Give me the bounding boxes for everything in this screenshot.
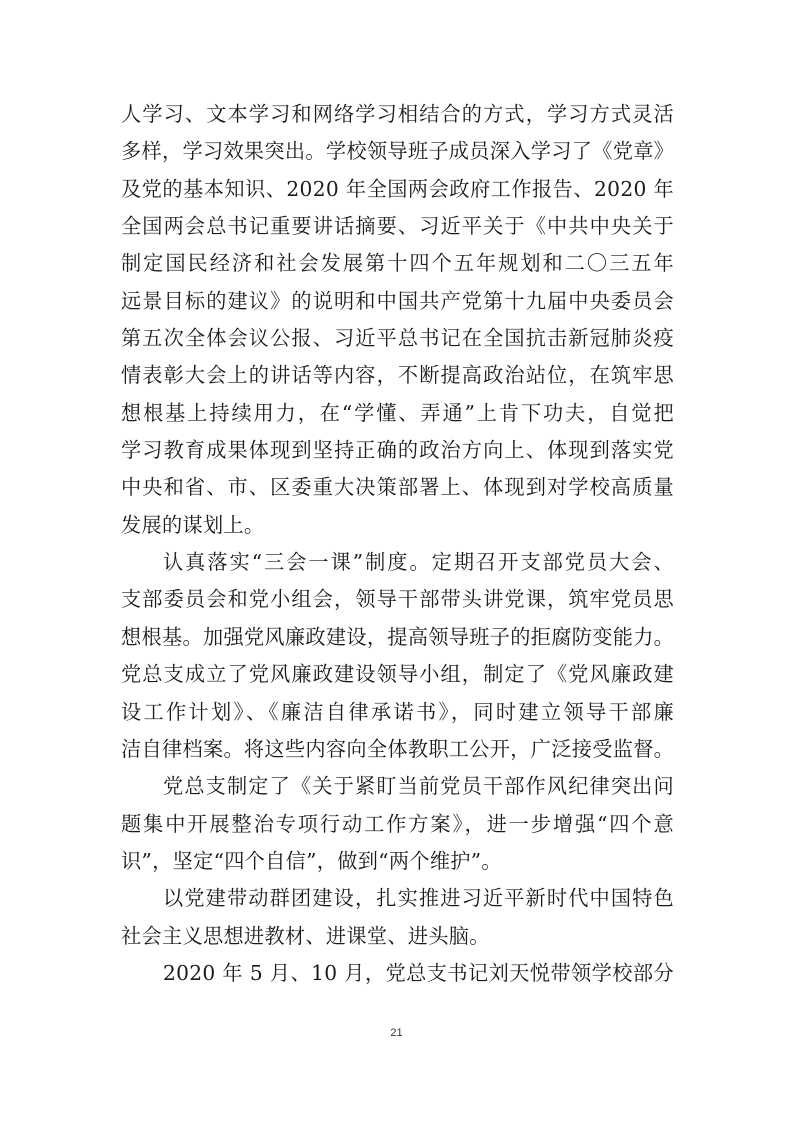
- text-line: 情表彰大会上的讲话等内容，不断提高政治站位，在筑牢思: [121, 363, 674, 388]
- text-line: 第五次全体会议公报、习近平总书记在全国抗击新冠肺炎疫: [121, 326, 674, 351]
- text-line: 中央和省、市、区委重大决策部署上、体现到对学校高质量: [121, 475, 674, 500]
- text-line: 支部委员会和党小组会，领导干部带头讲党课，筑牢党员思: [121, 587, 674, 612]
- text-line: 多样，学习效果突出。学校领导班子成员深入学习了《党章》: [121, 139, 675, 164]
- text-line: 想根基上持续用力，在“学懂、弄通”上肯下功夫，自觉把: [121, 400, 674, 425]
- page-number: 21: [390, 1027, 403, 1039]
- text-line: 全国两会总书记重要讲话摘要、习近平关于《中共中央关于: [121, 214, 674, 239]
- text-line: 题集中开展整治专项行动工作方案》，进一步增强“四个意: [121, 811, 674, 836]
- text-line: 学习教育成果体现到坚持正确的政治方向上、体现到落实党: [121, 438, 674, 463]
- body-text: [121, 96, 674, 992]
- text-line: 识”，坚定“四个自信”，做到“两个维护”。: [121, 848, 502, 873]
- text-line: 以党建带动群团建设，扎实推进习近平新时代中国特色: [163, 886, 674, 911]
- text-line: 洁自律档案。将这些内容向全体教职工公开，广泛接受监督。: [121, 736, 675, 761]
- text-line: 发展的谋划上。: [121, 512, 265, 537]
- text-line: 人学习、文本学习和网络学习相结合的方式，学习方式灵活: [121, 102, 674, 126]
- text-line: 制定国民经济和社会发展第十四个五年规划和二〇三五年: [121, 251, 674, 276]
- text-line: 社会主义思想进教材、进课堂、进头脑。: [121, 923, 490, 948]
- text-line: 党总支制定了《关于紧盯当前党员干部作风纪律突出问: [163, 774, 674, 799]
- text-line: 想根基。加强党风廉政建设，提高领导班子的拒腐防变能力。: [121, 624, 675, 649]
- text-line: 远景目标的建议》的说明和中国共产党第十九届中央委员会: [121, 288, 674, 313]
- text-line: 认真落实“三会一课”制度。定期召开支部党员大会、: [163, 550, 674, 575]
- text-line: 及党的基本知识、2020 年全国两会政府工作报告、2020 年: [121, 176, 674, 201]
- text-line: 设工作计划》、《廉洁自律承诺书》，同时建立领导干部廉: [121, 699, 674, 724]
- text-line: 党总支成立了党风廉政建设领导小组，制定了《党风廉政建: [121, 662, 674, 687]
- text-line: 2020 年 5 月、10 月，党总支书记刘天悦带领学校部分: [163, 960, 674, 985]
